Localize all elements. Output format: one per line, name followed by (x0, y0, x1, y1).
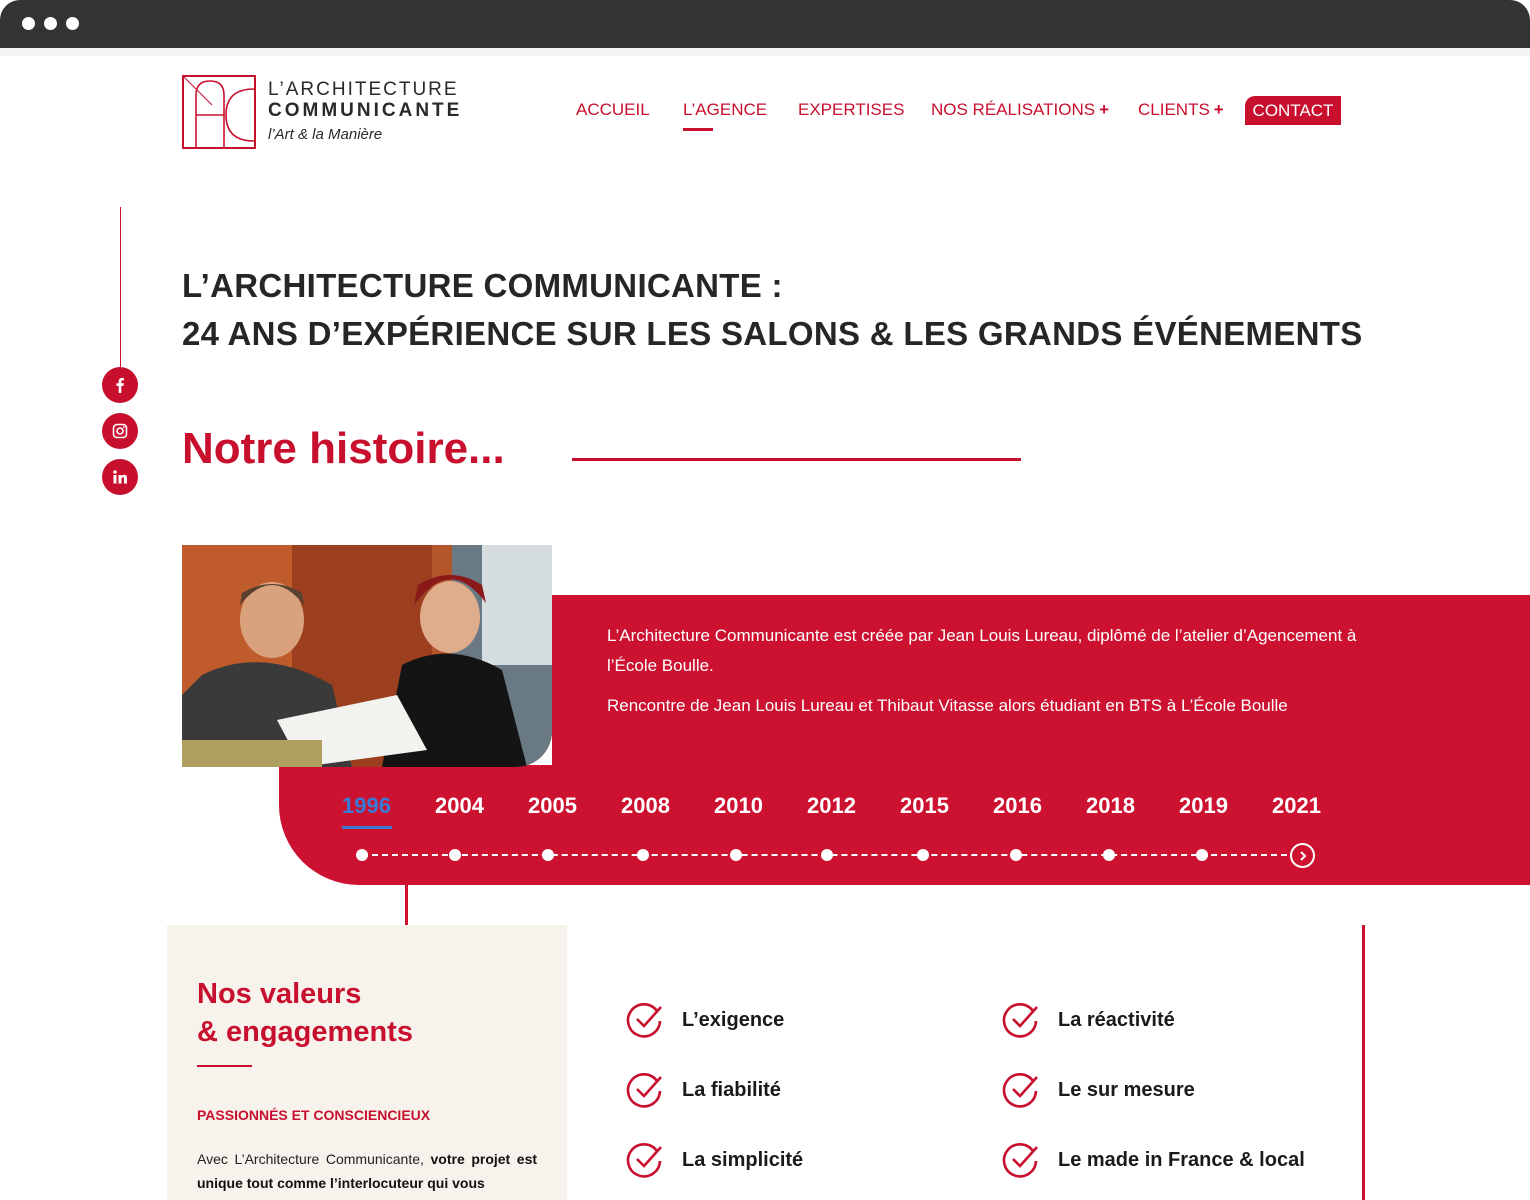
nav-label: CLIENTS (1138, 100, 1210, 119)
values-title (197, 975, 413, 1051)
plus-icon: + (1213, 100, 1224, 119)
value-label: Le made in France & local (1058, 1148, 1305, 1171)
values-text (197, 1147, 537, 1195)
history-paragraph: Rencontre de Jean Louis Lureau et Thibaut Vitasse alors étudiant en BTS à L’École Boulle (607, 696, 1288, 715)
values-card (167, 925, 567, 1200)
history-paragraph: L’Architecture Communicante est créée par Jean Louis Lureau, diplômé de l’atelier d’Agencement à l’École Boulle. (607, 626, 1357, 675)
timeline-panel (279, 765, 1530, 885)
timeline-dot[interactable] (1103, 849, 1115, 861)
nav-accueil[interactable] (576, 100, 650, 120)
values-title-rule (197, 1065, 252, 1067)
timeline-year-1996[interactable]: 1996 (342, 793, 391, 818)
history-heading-rule (572, 458, 1021, 461)
nav-clients[interactable] (1138, 100, 1224, 120)
browser-chrome (0, 0, 1530, 48)
nav-realisations[interactable] (931, 100, 1109, 120)
values-subtitle: PASSIONNÉS ET CONSCIENCIEUX (197, 1107, 431, 1123)
timeline-dot[interactable] (542, 849, 554, 861)
timeline-year-2019[interactable]: 2019 (1179, 793, 1228, 818)
check-circle-icon (1002, 1071, 1040, 1109)
linkedin-icon[interactable] (102, 459, 138, 495)
chevron-right-icon (1297, 850, 1309, 862)
timeline-dot[interactable] (730, 849, 742, 861)
value-label: La fiabilité (682, 1078, 781, 1101)
timeline-dot[interactable] (1010, 849, 1022, 861)
facebook-icon[interactable] (102, 367, 138, 403)
page-title-line-2: 24 ANS D’EXPÉRIENCE SUR LES SALONS & LES GRANDS ÉVÉNEMENTS (182, 315, 1363, 352)
check-circle-icon (1002, 1141, 1040, 1179)
values-text-bold: votre projet est unique tout comme l’interlocuteur qui vous (197, 1151, 538, 1191)
window-dot (44, 17, 57, 30)
nav-agence[interactable] (683, 100, 767, 120)
timeline-year-2018[interactable]: 2018 (1086, 793, 1135, 818)
window-dot (66, 17, 79, 30)
value-label: Le sur mesure (1058, 1078, 1195, 1101)
nav-expertises[interactable] (798, 100, 904, 120)
section-connector (405, 885, 408, 925)
logo-line-1: L’ARCHITECTURE (268, 79, 459, 100)
nav-label: NOS RÉALISATIONS (931, 100, 1096, 119)
value-item (626, 1140, 803, 1180)
timeline-dot[interactable] (637, 849, 649, 861)
value-item (626, 1000, 784, 1040)
plus-icon: + (1099, 100, 1109, 119)
timeline-year-2016[interactable]: 2016 (993, 793, 1042, 818)
timeline-active-indicator (342, 826, 392, 829)
logo-line-2: COMMUNICANTE (268, 100, 463, 121)
instagram-icon[interactable] (102, 413, 138, 449)
check-circle-icon (626, 1001, 664, 1039)
value-label: La simplicité (682, 1148, 804, 1171)
value-item (1002, 1140, 1305, 1180)
contact-button[interactable]: CONTACT (1245, 96, 1341, 125)
page-edge (0, 48, 1530, 56)
timeline-year-2004[interactable]: 2004 (435, 793, 484, 818)
value-item (1002, 1000, 1175, 1040)
history-text (607, 621, 1357, 731)
values-text-plain: Avec L’Architecture Communicante, (197, 1151, 424, 1167)
social-divider (120, 207, 121, 367)
page-title (182, 262, 1363, 358)
value-label: L’exigence (682, 1008, 785, 1031)
page-title-line-1: L’ARCHITECTURE COMMUNICANTE : (182, 267, 783, 304)
timeline-dot[interactable] (821, 849, 833, 861)
values-right-rule (1362, 925, 1365, 1200)
timeline-dot[interactable] (356, 849, 368, 861)
timeline-next-button[interactable] (1290, 843, 1315, 868)
timeline-year-2021[interactable]: 2021 (1272, 793, 1321, 818)
nav-active-indicator (683, 128, 713, 131)
value-label: La réactivité (1058, 1008, 1175, 1031)
timeline-year-2008[interactable]: 2008 (621, 793, 670, 818)
values-title-line-1: Nos valeurs (197, 978, 362, 1010)
value-item (626, 1070, 781, 1110)
timeline-year-2005[interactable]: 2005 (528, 793, 577, 818)
nav-label: L’AGENCE (683, 100, 768, 119)
history-photo (182, 545, 552, 767)
timeline-dot[interactable] (1196, 849, 1208, 861)
nav-label: EXPERTISES (798, 100, 905, 119)
values-title-line-2: & engagements (197, 1016, 413, 1048)
timeline-year-2015[interactable]: 2015 (900, 793, 949, 818)
nav-label: ACCUEIL (576, 100, 650, 119)
value-item (1002, 1070, 1195, 1110)
check-circle-icon (626, 1141, 664, 1179)
check-circle-icon (1002, 1001, 1040, 1039)
timeline-year-2010[interactable]: 2010 (714, 793, 763, 818)
history-heading: Notre histoire... (182, 424, 505, 473)
logo-tagline: l’Art & la Manière (268, 126, 383, 143)
window-dot (22, 17, 35, 30)
check-circle-icon (626, 1071, 664, 1109)
timeline-dot[interactable] (917, 849, 929, 861)
timeline-year-2012[interactable]: 2012 (807, 793, 856, 818)
timeline-dot[interactable] (449, 849, 461, 861)
